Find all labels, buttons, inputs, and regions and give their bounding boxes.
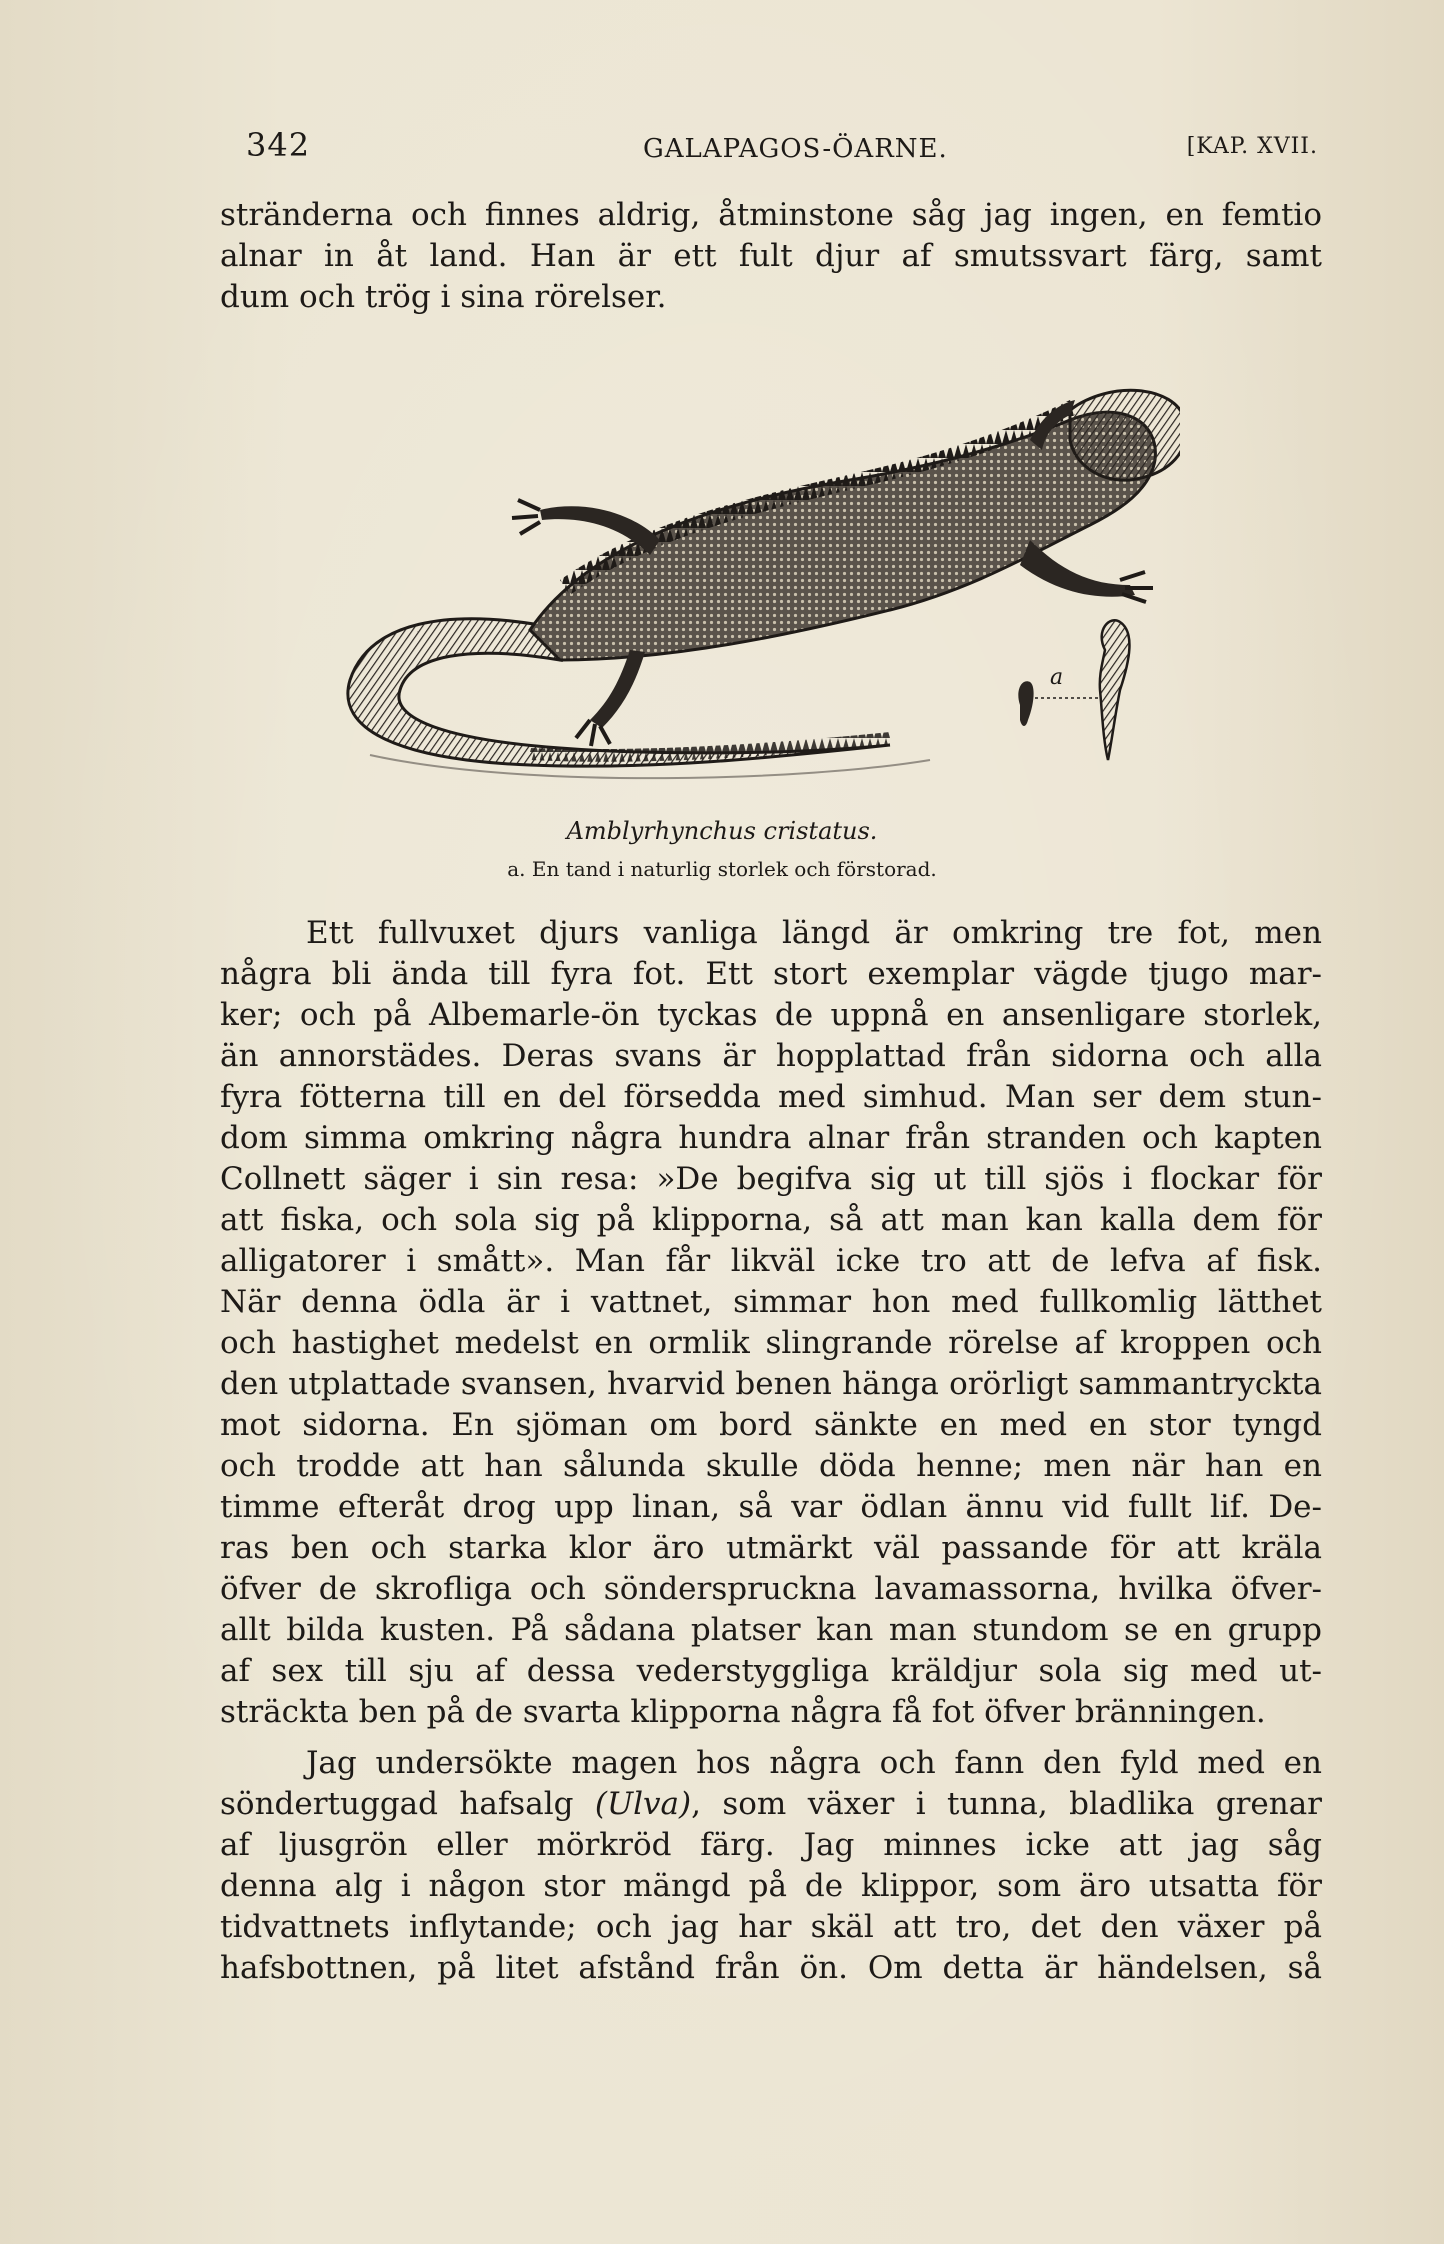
text-line: Jag undersökte magen hos några och fann den fyld med en bbox=[306, 1745, 1322, 1781]
text-line: af ljusgrön eller mörkröd färg. Jag minnes icke att jag såg bbox=[220, 1827, 1322, 1863]
page-header bbox=[228, 118, 1318, 168]
figure-caption-title: Amblyrhynchus cristatus. bbox=[566, 817, 878, 845]
text-line: fyra fötterna till en del försedda med simhud. Man ser dem stun- bbox=[220, 1079, 1322, 1115]
text-line: dum och trög i sina rörelser. bbox=[220, 279, 667, 315]
running-title: GALAPAGOS-ÖARNE. bbox=[643, 134, 948, 164]
text-line: tidvattnets inflytande; och jag har skäl att tro, det den växer på bbox=[220, 1909, 1322, 1945]
text-line: alnar in åt land. Han är ett fult djur af smutssvart färg, samt bbox=[220, 238, 1322, 274]
text-line: ker; och på Albemarle-ön tyckas de uppnå en ansenligare storlek, bbox=[220, 997, 1322, 1033]
text-line: af sex till sju af dessa vederstyggliga kräldjur sola sig med ut- bbox=[220, 1653, 1322, 1689]
figure-label-a: a bbox=[1050, 665, 1064, 690]
text-line: När denna ödla är i vattnet, simmar hon med fullkomlig lätthet bbox=[220, 1284, 1322, 1320]
text-segment: , som växer i tunna, bladlika grenar bbox=[691, 1786, 1322, 1822]
text-line: och hastighet medelst en ormlik slingrande rörelse af kroppen och bbox=[220, 1325, 1322, 1361]
text-segment: söndertuggad hafsalg bbox=[220, 1786, 595, 1822]
text-line: allt bilda kusten. På sådana platser kan man stundom se en grupp bbox=[220, 1612, 1322, 1648]
text-line: öfver de skrofliga och sönderspruckna lavamassorna, hvilka öfver- bbox=[220, 1571, 1322, 1607]
italic-term-ulva: (Ulva) bbox=[594, 1786, 692, 1822]
text-line: mot sidorna. En sjöman om bord sänkte en med en stor tyngd bbox=[220, 1407, 1322, 1443]
text-line: några bli ända till fyra fot. Ett stort exemplar vägde tjugo mar- bbox=[220, 956, 1322, 992]
text-line: att fiska, och sola sig på klipporna, så att man kan kalla dem för bbox=[220, 1202, 1322, 1238]
text-line: Collnett säger i sin resa: »De begifva sig ut till sjös i flockar för bbox=[220, 1161, 1322, 1197]
text-line: den utplattade svansen, hvarvid benen hänga orörligt sammantryckta bbox=[220, 1366, 1322, 1402]
text-line: hafsbottnen, på litet afstånd från ön. Om detta är händelsen, så bbox=[220, 1950, 1322, 1986]
figure-caption-note: a. En tand i naturlig storlek och förstorad. bbox=[507, 857, 937, 881]
text-line: alligatorer i smått». Man får likväl icke tro att de lefva af fisk. bbox=[220, 1243, 1322, 1279]
text-line: stränderna och finnes aldrig, åtminstone såg jag ingen, en femtio bbox=[220, 197, 1322, 233]
text-line bbox=[220, 1785, 1322, 1825]
chapter-reference: [KAP. XVII. bbox=[1186, 134, 1318, 159]
text-line: och trodde att han sålunda skulle döda henne; men när han en bbox=[220, 1448, 1322, 1484]
text-line: än annorstädes. Deras svans är hopplattad från sidorna och alla bbox=[220, 1038, 1322, 1074]
text-line: denna alg i någon stor mängd på de klippor, som äro utsatta för bbox=[220, 1868, 1322, 1904]
text-line: sträckta ben på de svarta klipporna några få fot öfver bränningen. bbox=[220, 1694, 1266, 1730]
page-number: 342 bbox=[246, 126, 311, 164]
text-line: Ett fullvuxet djurs vanliga längd är omkring tre fot, men bbox=[306, 915, 1322, 951]
iguana-engraving bbox=[330, 360, 1180, 800]
tooth-figure bbox=[1018, 620, 1129, 760]
text-line: ras ben och starka klor äro utmärkt väl passande för att kräla bbox=[220, 1530, 1322, 1566]
text-line: dom simma omkring några hundra alnar från stranden och kapten bbox=[220, 1120, 1322, 1156]
text-line: timme efteråt drog upp linan, så var ödlan ännu vid fullt lif. De- bbox=[220, 1489, 1322, 1525]
lizard-illustration bbox=[330, 360, 1180, 800]
